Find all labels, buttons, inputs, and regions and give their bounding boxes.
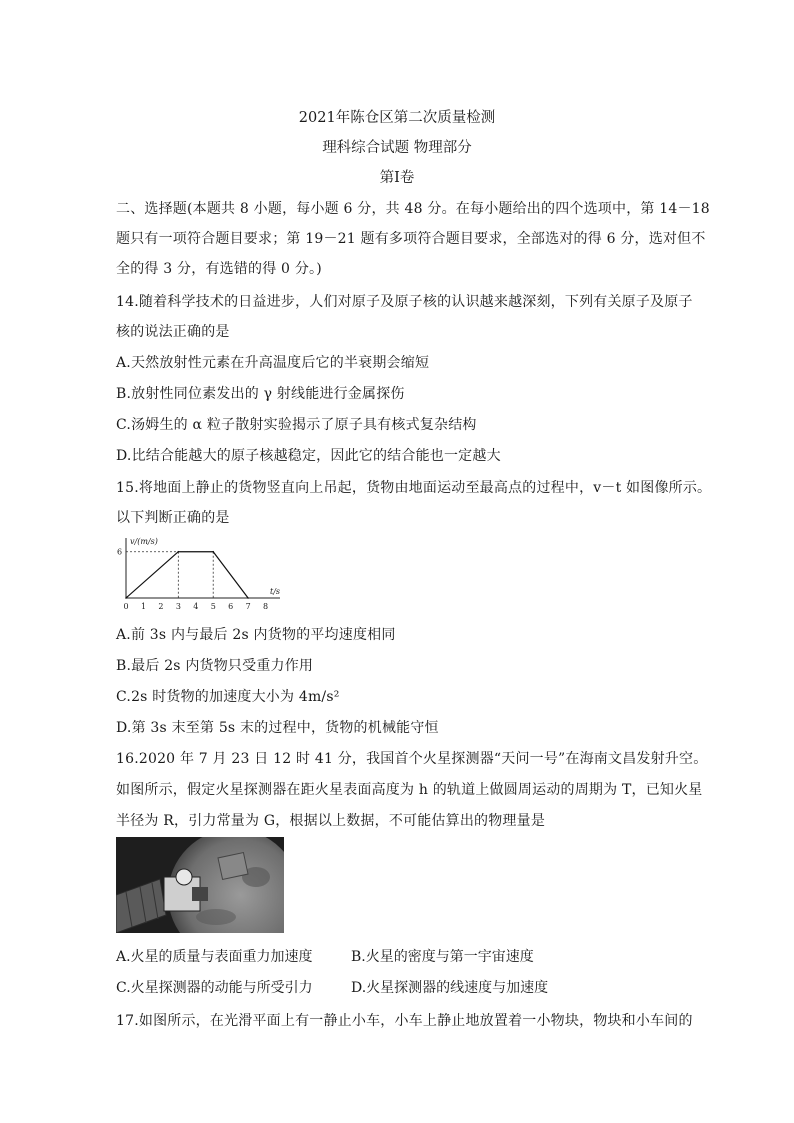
x-tick-label: 2 [158, 602, 164, 611]
data-point [178, 551, 180, 553]
x-tick-label: 7 [245, 602, 251, 611]
x-tick-label: 6 [228, 602, 234, 611]
q14-stem-line: 14.随着科学技术的日益进步，人们对原子及原子核的认识越来越深刻，下列有关原子及原子 [116, 294, 693, 310]
q16-stem-line: 半径为 R，引力常量为 G，根据以上数据，不可能估算出的物理量是 [116, 813, 546, 829]
q14-option-d: D.比结合能越大的原子核越稳定，因此它的结合能也一定越大 [116, 448, 501, 464]
q16-option-b: B.火星的密度与第一宇宙速度 [351, 949, 534, 965]
section-instruction-line: 题只有一项符合题目要求；第 19－21 题有多项符合题目要求，全部选对的得 6 分，选对但不 [116, 231, 706, 247]
q15-option-b: B.最后 2s 内货物只受重力作用 [116, 658, 314, 674]
y-axis-label: v/(m/s) [130, 537, 158, 546]
velocity-time-graph [112, 534, 282, 614]
q16-option-d: D.火星探测器的线速度与加速度 [351, 980, 549, 996]
mars-probe-image [116, 837, 284, 933]
x-axis-label: t/s [270, 587, 281, 596]
q16-option-c: C.火星探测器的动能与所受引力 [116, 980, 313, 996]
volume-label: 第Ⅰ卷 [379, 170, 415, 186]
q14-option-c: C.汤姆生的 α 粒子散射实验揭示了原子具有核式复杂结构 [116, 417, 477, 433]
q15-stem-line: 以下判断正确的是 [116, 510, 230, 526]
data-point [212, 551, 214, 553]
q14-stem-line: 核的说法正确的是 [116, 324, 230, 340]
q17-stem-line: 17.如图所示，在光滑平面上有一静止小车，小车上静止地放置着一小物块，物块和小车间的 [116, 1013, 693, 1029]
q16-option-a: A.火星的质量与表面重力加速度 [116, 949, 313, 965]
x-tick-label: 0 [123, 602, 129, 611]
q15-option-d: D.第 3s 末至第 5s 末的过程中，货物的机械能守恒 [116, 720, 439, 736]
q15-option-a: A.前 3s 内与最后 2s 内货物的平均速度相同 [116, 627, 396, 643]
x-tick-label: 5 [210, 602, 216, 611]
exam-subtitle: 理科综合试题 物理部分 [322, 140, 472, 156]
data-point [247, 597, 249, 599]
x-tick-label: 4 [193, 602, 199, 611]
q14-option-a: A.天然放射性元素在升高温度后它的半衰期会缩短 [116, 355, 430, 371]
data-point [125, 597, 127, 599]
section-instruction-line: 全的得 3 分，有选错的得 0 分。) [116, 261, 322, 277]
q15-option-c: C.2s 时货物的加速度大小为 4m/s² [116, 689, 340, 705]
q16-stem-line: 如图所示，假定火星探测器在距火星表面高度为 h 的轨道上做圆周运动的周期为 T，已知火星 [116, 782, 703, 798]
x-tick-label: 3 [175, 602, 181, 611]
q16-stem-line: 16.2020 年 7 月 23 日 12 时 41 分，我国首个火星探测器“天问一号”在海南文昌发射升空。 [116, 751, 708, 767]
q16-options-row-2 [116, 977, 548, 997]
x-tick-label: 1 [140, 602, 147, 611]
q15-stem-line: 15.将地面上静止的货物竖直向上吊起，货物由地面运动至最高点的过程中，v－t 如图像所示。 [116, 480, 712, 496]
series-line [126, 552, 248, 598]
x-tick-label: 8 [263, 602, 269, 611]
q16-options-row-1 [116, 946, 534, 966]
q14-option-b: B.放射性同位素发出的 γ 射线能进行金属探伤 [116, 386, 405, 402]
section-instruction-line: 二、选择题(本题共 8 小题，每小题 6 分，共 48 分。在每小题给出的四个选项中，第 14－18 [116, 201, 710, 217]
y-tick-label: 6 [117, 547, 123, 557]
exam-title: 2021年陈仓区第二次质量检测 [298, 110, 496, 126]
